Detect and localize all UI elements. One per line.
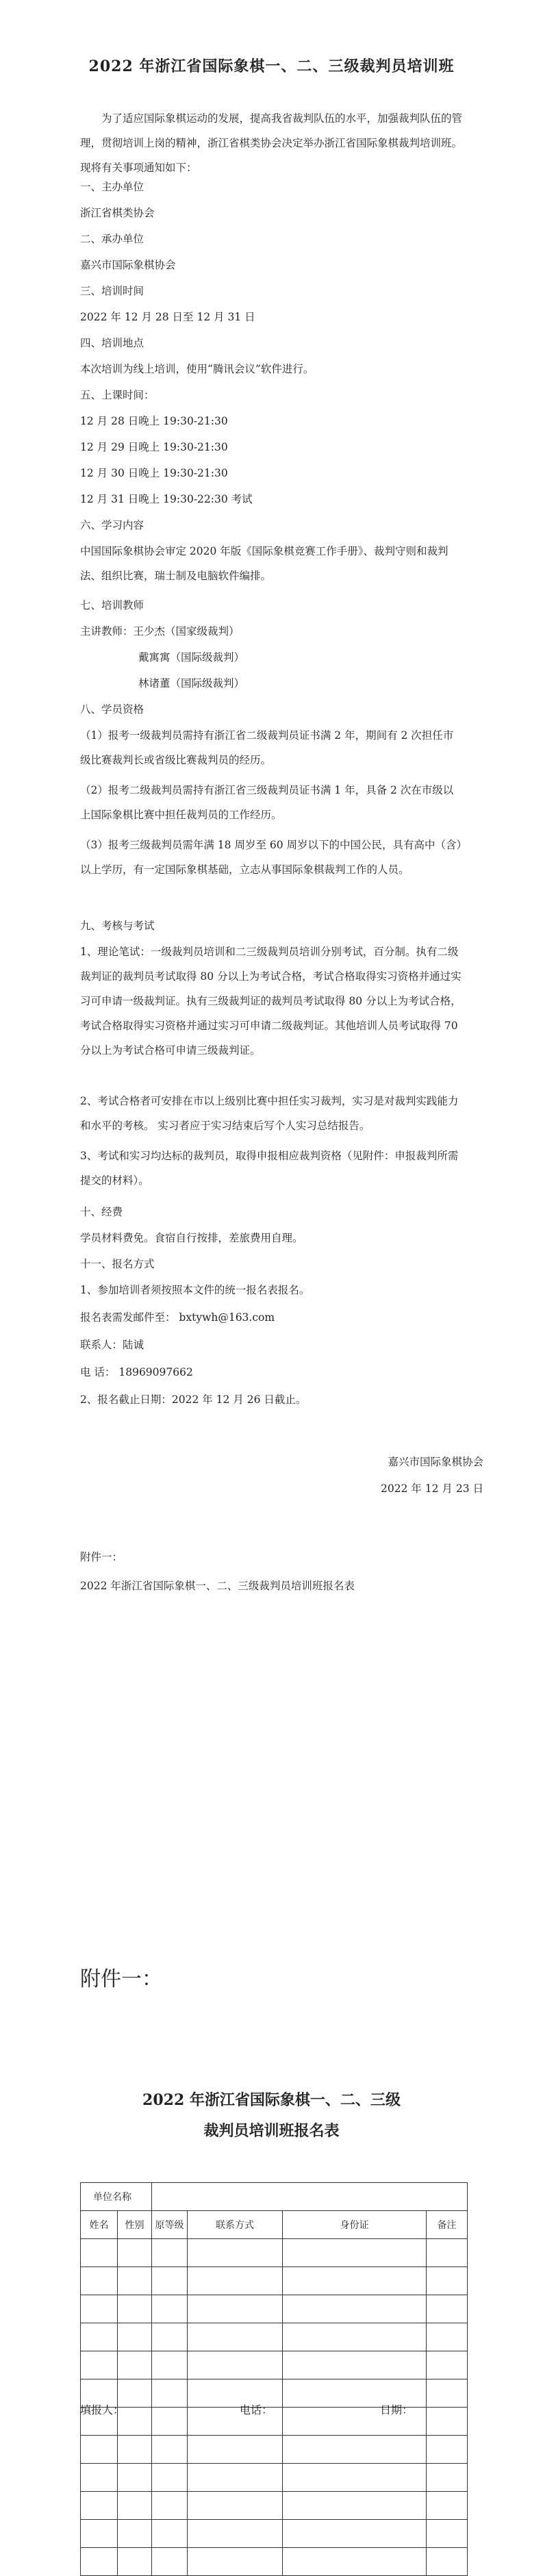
intro-paragraph: 为了适应国际象棋运动的发展，提高我省裁判队伍的水平，加强裁判队伍的管理，贯彻培训上岗的精神，浙江省棋类协会决定举办浙江省国际象棋裁判培训班。现将有关事项通知如下： [80, 112, 463, 174]
table-cell[interactable] [188, 2520, 283, 2548]
table-cell[interactable] [427, 2379, 468, 2408]
table-cell[interactable] [427, 2323, 468, 2351]
table-cell[interactable] [283, 2239, 427, 2267]
section-9-heading: 九、考核与考试 [80, 920, 155, 932]
table-cell[interactable] [81, 2436, 118, 2464]
section-7-heading: 七、培训教师 [80, 599, 144, 611]
table-cell[interactable] [81, 2323, 118, 2351]
table-row [81, 2548, 468, 2576]
table-cell[interactable] [427, 2464, 468, 2492]
table-cell[interactable] [81, 2548, 118, 2576]
class-time-1: 12 月 28 日晚上 19:30-21:30 [80, 415, 228, 427]
col-header-contact: 联系方式 [188, 2211, 283, 2239]
table-cell[interactable] [283, 2323, 427, 2351]
table-cell[interactable] [427, 2239, 468, 2267]
table-cell[interactable] [81, 2267, 118, 2295]
teacher-3: 林诸董（国际级裁判） [138, 677, 245, 690]
exam-item-3: 3、考试和实习均达标的裁判员，取得申报相应裁判资格（见附件：申报裁判所需提交的材料）。 [80, 1150, 459, 1187]
table-cell[interactable] [283, 2548, 427, 2576]
page-title: 2022 年浙江省国际象棋一、二、三级裁判员培训班 [88, 58, 455, 75]
table-cell[interactable] [152, 2351, 188, 2379]
signup-deadline: 2、报名截止日期：2022 年 12 月 26 日截止。 [80, 1393, 307, 1406]
training-location-text: 本次培训为线上培训，使用“腾讯会议”软件进行。 [80, 363, 314, 375]
table-cell[interactable] [152, 2492, 188, 2520]
student-req-2: （2）报考二级裁判员需持有浙江省三级裁判员证书满 1 年，具备 2 次在市级以上国际象棋比赛中担任裁判员的工作经历。 [80, 784, 454, 821]
issuing-organization: 嘉兴市国际象棋协会 [388, 1456, 483, 1468]
student-req-3: （3）报考三级裁判员需年满 18 周岁至 60 周岁以下的中国公民，具有高中（含）以上学历，有一定国际象棋基础，立志从事国际象棋裁判工作的人员。 [80, 839, 462, 876]
table-cell[interactable] [118, 2239, 152, 2267]
table-cell[interactable] [152, 2267, 188, 2295]
table-cell[interactable] [81, 2520, 118, 2548]
table-row [81, 2267, 468, 2295]
col-header-level: 原等级 [152, 2211, 188, 2239]
section-2-heading: 二、承办单位 [80, 233, 144, 245]
exam-item-2: 2、考试合格者可安排在市以上级别比赛中担任实习裁判，实习是对裁判实践能力和水平的考核。 实习者应于实习结束后写个人实习总结报告。 [80, 1095, 459, 1132]
attachment-label: 附件一： [80, 1551, 123, 1563]
signup-email: 报名表需发邮件至： bxtywh@163.com [80, 1311, 275, 1324]
table-cell[interactable] [152, 2239, 188, 2267]
issue-date: 2022 年 12 月 23 日 [380, 1482, 483, 1495]
table-cell[interactable] [81, 2295, 118, 2323]
fee-text: 学员材料费免。食宿自行按排，差旅费用自理。 [80, 1232, 303, 1244]
section-3-heading: 三、培训时间 [80, 285, 144, 297]
table-cell[interactable] [188, 2492, 283, 2520]
training-dates-text: 2022 年 12 月 28 日至 12 月 31 日 [80, 311, 255, 323]
class-time-2: 12 月 29 日晚上 19:30-21:30 [80, 441, 228, 453]
table-cell[interactable] [283, 2436, 427, 2464]
table-cell[interactable] [118, 2548, 152, 2576]
table-cell[interactable] [427, 2351, 468, 2379]
table-cell[interactable] [188, 2464, 283, 2492]
signup-line-1: 1、参加培训者须按照本文件的统一报名表报名。 [80, 1284, 310, 1296]
class-time-4: 12 月 31 日晚上 19:30-22:30 考试 [80, 493, 253, 505]
table-row [81, 2351, 468, 2379]
table-cell[interactable] [188, 2351, 283, 2379]
table-cell[interactable] [188, 2436, 283, 2464]
teacher-main: 主讲教师：王少杰（国家级裁判） [80, 625, 240, 637]
table-cell[interactable] [188, 2548, 283, 2576]
col-header-remarks: 备注 [427, 2211, 468, 2239]
form-title-line-1: 2022 年浙江省国际象棋一、二、三级 [142, 2091, 401, 2109]
section-5-heading: 五、上课时间： [80, 389, 155, 401]
organizer-text: 浙江省棋类协会 [80, 207, 155, 219]
table-row [81, 2436, 468, 2464]
table-cell[interactable] [118, 2267, 152, 2295]
contact-phone: 电 话： 18969097662 [80, 1366, 193, 1378]
exam-item-1: 1、理论笔试：一级裁判员培训和二三级裁判员培训分别考试，百分制。执有二级裁判证的裁判员考试取得 80 分以上为考试合格，考试合格取得实习资格并通过实习可申请一级裁判证。执有三级裁判证的裁判员考试取得 80 分以上为考试合格，考试合格取得实习资格并通过实习可申请二级裁判证。其他培训人员考试取得 70 分以上为考试合格可申请三级裁判证。 [80, 946, 462, 1057]
col-header-gender: 性别 [118, 2211, 152, 2239]
section-1-heading: 一、主办单位 [80, 181, 144, 193]
form-title-line-2: 裁判员培训班报名表 [203, 2122, 340, 2140]
col-header-name: 姓名 [81, 2211, 118, 2239]
unit-name-label: 单位名称 [81, 2183, 152, 2211]
section-6-heading: 六、学习内容 [80, 519, 144, 531]
table-cell[interactable] [81, 2239, 118, 2267]
table-cell[interactable] [118, 2351, 152, 2379]
table-cell[interactable] [283, 2492, 427, 2520]
table-cell[interactable] [152, 2436, 188, 2464]
table-cell[interactable] [152, 2408, 188, 2436]
table-cell[interactable] [427, 2408, 468, 2436]
attachment-name: 2022 年浙江省国际象棋一、二、三级裁判员培训班报名表 [80, 1580, 355, 1592]
table-cell[interactable] [188, 2267, 283, 2295]
table-cell[interactable] [81, 2464, 118, 2492]
form-attachment-label: 附件一： [80, 1967, 162, 1991]
teacher-2: 戴寓寓（国际级裁判） [138, 651, 245, 664]
table-cell[interactable] [283, 2464, 427, 2492]
table-cell[interactable] [152, 2520, 188, 2548]
col-header-id: 身份证 [283, 2211, 427, 2239]
table-cell[interactable] [427, 2267, 468, 2295]
date-label: 日期： [380, 2403, 414, 2416]
unit-row [81, 2183, 468, 2211]
table-cell[interactable] [118, 2492, 152, 2520]
student-req-1: （1）报考一级裁判员需持有浙江省二级裁判员证书满 2 年，期间有 2 次担任市级比赛裁判长或省级比赛裁判员的经历。 [80, 729, 454, 766]
table-cell[interactable] [81, 2351, 118, 2379]
table-cell[interactable] [427, 2548, 468, 2576]
table-cell[interactable] [118, 2464, 152, 2492]
table-cell[interactable] [152, 2295, 188, 2323]
table-cell[interactable] [152, 2379, 188, 2408]
table-row [81, 2520, 468, 2548]
table-cell[interactable] [118, 2436, 152, 2464]
table-cell[interactable] [188, 2295, 283, 2323]
table-cell[interactable] [427, 2520, 468, 2548]
phone-label: 电话： [240, 2403, 273, 2416]
table-cell[interactable] [188, 2323, 283, 2351]
table-row [81, 2492, 468, 2520]
table-cell[interactable] [427, 2436, 468, 2464]
table-cell[interactable] [283, 2267, 427, 2295]
section-8-heading: 八、学员资格 [80, 703, 144, 716]
table-cell[interactable] [118, 2295, 152, 2323]
header-row [81, 2211, 468, 2239]
table-cell[interactable] [283, 2520, 427, 2548]
table-cell[interactable] [118, 2520, 152, 2548]
table-row [81, 2295, 468, 2323]
co-organizer-text: 嘉兴市国际象棋协会 [80, 259, 176, 271]
table-cell[interactable] [152, 2464, 188, 2492]
registration-table [80, 2182, 468, 2576]
section-11-heading: 十一、报名方式 [80, 1258, 155, 1270]
table-row [81, 2323, 468, 2351]
study-content-text: 中国国际象棋协会审定 2020 年版《国际象棋竞赛工作手册》、裁判守则和裁判法、组织比赛，瑞士制及电脑软件编排。 [80, 545, 449, 582]
table-cell[interactable] [81, 2492, 118, 2520]
table-cell[interactable] [283, 2351, 427, 2379]
contact-person: 联系人：陆诚 [80, 1339, 144, 1351]
table-cell[interactable] [427, 2295, 468, 2323]
filler-label: 填报人： [80, 2403, 125, 2416]
table-row [81, 2464, 468, 2492]
table-cell[interactable] [427, 2492, 468, 2520]
table-cell[interactable] [283, 2295, 427, 2323]
section-4-heading: 四、培训地点 [80, 337, 144, 349]
section-10-heading: 十、经费 [80, 1206, 123, 1218]
table-cell[interactable] [152, 2548, 188, 2576]
unit-name-field[interactable] [152, 2183, 468, 2211]
table-row [81, 2239, 468, 2267]
table-cell[interactable] [188, 2239, 283, 2267]
table-cell[interactable] [152, 2323, 188, 2351]
table-cell[interactable] [118, 2323, 152, 2351]
class-time-3: 12 月 30 日晚上 19:30-21:30 [80, 467, 228, 479]
